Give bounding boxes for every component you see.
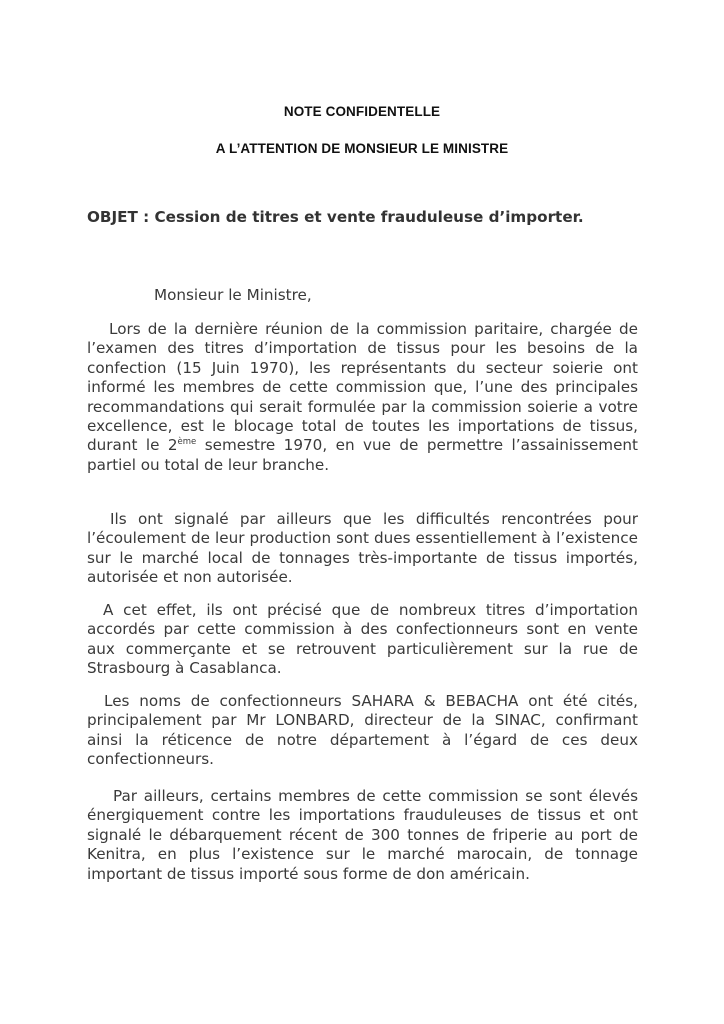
body-paragraph-5: Par ailleurs, certains membres de cette commission se sont élevés énergiquement contre les importations frauduleuses de tissus et ont signalé le débarquement récent de 300 tonnes de friperie au port de Kenitra, en plus l’existence sur le marché marocain, de tonnage important de tissus importé sous forme de don américain. xyxy=(87,787,638,883)
paragraph-text: semestre 1970, en vue de permettre l’assainissement partiel ou total de leur branche. xyxy=(87,436,638,474)
body-paragraph-2: Ils ont signalé par ailleurs que les difficultés rencontrées pour l’écoulement de leur production sont dues essentiellement à l’existence sur le marché local de tonnages très-importante de tissus importés, autorisée et non autorisée. xyxy=(87,510,638,587)
body-paragraph-4: Les noms de confectionneurs SAHARA & BEBACHA ont été cités, principalement par Mr LONBARD, directeur de la SINAC, confirmant ainsi la réticence de notre département à l’égard de ces deux confectionneurs. xyxy=(87,692,638,769)
superscript-ordinal: ème xyxy=(177,437,197,448)
salutation: Monsieur le Ministre, xyxy=(154,286,312,304)
body-paragraph-1 xyxy=(87,320,638,475)
paragraph-text: Lors de la dernière réunion de la commission paritaire, chargée de l’examen des titres d’importation de tissus pour les besoins de la confection (15 Juin 1970), les représentants du secteur soierie ont informé les membres de cette commission que, l’une des principales recommandations qui serait formulée par la commission soierie a votre excellence, est le blocage total de toutes les importations de tissus, durant le 2 xyxy=(87,320,638,455)
subject-line: OBJET : Cession de titres et vente frauduleuse d’importer. xyxy=(87,208,584,226)
document-title: NOTE CONFIDENTELLE xyxy=(283,104,441,119)
body-paragraph-3: A cet effet, ils ont précisé que de nombreux titres d’importation accordés par cette commission à des confectionneurs sont en vente aux commerçante et se retrouvent particulièrement sur la rue de Strasbourg à Casablanca. xyxy=(87,601,638,678)
document-addressee: A L’ATTENTION DE MONSIEUR LE MINISTRE xyxy=(215,141,509,156)
